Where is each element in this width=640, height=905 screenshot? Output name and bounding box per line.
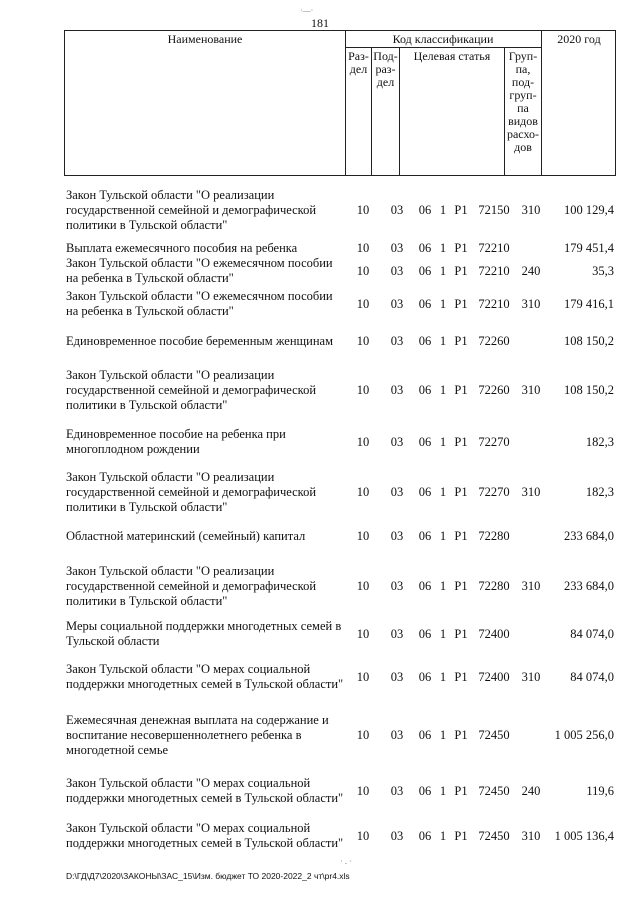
- row-code: 72210: [478, 240, 510, 255]
- row-program: 06: [418, 434, 432, 449]
- header-name: Наименование: [167, 32, 243, 46]
- row-subprogram: 1: [439, 333, 447, 348]
- row-section: 10: [356, 296, 370, 311]
- row-program: 06: [418, 828, 432, 843]
- row-program: 06: [418, 783, 432, 798]
- row-code: 72270: [478, 484, 510, 499]
- page-number: 181: [311, 16, 329, 30]
- row-program: 06: [418, 240, 432, 255]
- row-program: 06: [418, 669, 432, 684]
- row-direction: P1: [454, 669, 468, 684]
- row-program: 06: [418, 578, 432, 593]
- row-subsection: 03: [390, 727, 404, 742]
- row-subsection: 03: [390, 382, 404, 397]
- row-direction: P1: [454, 528, 468, 543]
- row-name: Закон Тульской области "О реализации государственной семейной и демографической политики в Тульской области": [66, 563, 317, 608]
- row-subsection: 03: [390, 240, 404, 255]
- row-name: Закон Тульской области "О мерах социальной поддержки многодетных семей в Тульской области": [66, 776, 344, 805]
- row-subsection: 03: [390, 296, 404, 311]
- row-subsection: 03: [390, 202, 404, 217]
- row-name: Закон Тульской области "О реализации государственной семейной и демографической политики в Тульской области": [66, 469, 317, 514]
- table-row: [64, 706, 616, 764]
- row-section: 10: [356, 727, 370, 742]
- row-subsection: 03: [390, 669, 404, 684]
- row-expense-type: 240: [521, 783, 541, 798]
- table-row: [64, 422, 616, 462]
- row-code: 72260: [478, 382, 510, 397]
- table-row: [64, 180, 616, 240]
- row-subsection: 03: [390, 783, 404, 798]
- row-code: 72260: [478, 333, 510, 348]
- row-expense-type: 310: [521, 382, 541, 397]
- row-expense-type: 310: [521, 669, 541, 684]
- row-subprogram: 1: [439, 528, 447, 543]
- row-name: Меры социальной поддержки многодетных семей в Тульской области: [66, 619, 342, 648]
- row-subprogram: 1: [439, 578, 447, 593]
- row-amount: 119,6: [586, 783, 614, 798]
- row-section: 10: [356, 578, 370, 593]
- row-name: Закон Тульской области "О ежемесячном пособии на ребенка в Тульской области": [66, 256, 333, 285]
- row-subsection: 03: [390, 263, 404, 278]
- row-direction: P1: [454, 484, 468, 499]
- row-section: 10: [356, 382, 370, 397]
- row-code: 72270: [478, 434, 510, 449]
- row-program: 06: [418, 528, 432, 543]
- row-amount: 1 005 256,0: [554, 727, 614, 742]
- row-subprogram: 1: [439, 828, 447, 843]
- row-name: Областной материнский (семейный) капитал: [66, 528, 306, 543]
- row-subprogram: 1: [439, 434, 447, 449]
- row-program: 06: [418, 333, 432, 348]
- row-subprogram: 1: [439, 296, 447, 311]
- row-subprogram: 1: [439, 626, 447, 641]
- row-section: 10: [356, 528, 370, 543]
- row-amount: 233 684,0: [564, 528, 614, 543]
- scan-mark: · ․ ·: [340, 857, 352, 866]
- row-name: Единовременное пособие беременным женщинам: [66, 333, 333, 348]
- table-row: [64, 238, 616, 258]
- scan-mark: ·––·: [300, 6, 314, 15]
- row-amount: 1 005 136,4: [554, 828, 614, 843]
- row-code: 72450: [478, 727, 510, 742]
- table-row: [64, 616, 616, 652]
- row-expense-type: 310: [521, 578, 541, 593]
- row-name: Выплата ежемесячного пособия на ребенка: [66, 240, 298, 255]
- row-section: 10: [356, 263, 370, 278]
- table-row: [64, 558, 616, 614]
- row-direction: P1: [454, 828, 468, 843]
- row-subprogram: 1: [439, 202, 447, 217]
- row-program: 06: [418, 202, 432, 217]
- table-row: [64, 326, 616, 356]
- row-subsection: 03: [390, 578, 404, 593]
- row-direction: P1: [454, 202, 468, 217]
- row-name: Закон Тульской области "О мерах социальной поддержки многодетных семей в Тульской области": [66, 662, 344, 691]
- row-name: Закон Тульской области "О мерах социальной поддержки многодетных семей в Тульской области": [66, 821, 344, 850]
- row-section: 10: [356, 434, 370, 449]
- row-amount: 179 451,4: [564, 240, 614, 255]
- row-direction: P1: [454, 263, 468, 278]
- row-section: 10: [356, 240, 370, 255]
- row-direction: P1: [454, 333, 468, 348]
- row-amount: 182,3: [585, 434, 614, 449]
- row-direction: P1: [454, 626, 468, 641]
- row-subprogram: 1: [439, 263, 447, 278]
- row-section: 10: [356, 202, 370, 217]
- row-program: 06: [418, 727, 432, 742]
- row-subprogram: 1: [439, 382, 447, 397]
- row-program: 06: [418, 263, 432, 278]
- row-section: 10: [356, 333, 370, 348]
- row-program: 06: [418, 382, 432, 397]
- row-subprogram: 1: [439, 783, 447, 798]
- row-name: Закон Тульской области "О реализации государственной семейной и демографической политики в Тульской области": [66, 187, 317, 232]
- table-row: [64, 522, 616, 550]
- row-amount: 100 129,4: [564, 202, 614, 217]
- row-direction: P1: [454, 578, 468, 593]
- row-amount: 179 416,1: [564, 296, 614, 311]
- row-direction: P1: [454, 240, 468, 255]
- row-amount: 84 074,0: [570, 669, 614, 684]
- table-row: [64, 288, 616, 320]
- row-amount: 233 684,0: [564, 578, 614, 593]
- header-expense-group: Груп- па, под- груп- па видов расхо- дов: [506, 49, 540, 154]
- row-subsection: 03: [390, 528, 404, 543]
- row-section: 10: [356, 484, 370, 499]
- table-row: [64, 256, 616, 286]
- row-code: 72150: [478, 202, 510, 217]
- row-expense-type: 310: [521, 828, 541, 843]
- row-name: Закон Тульской области "О ежемесячном пособии на ребенка в Тульской области": [66, 289, 333, 318]
- row-subprogram: 1: [439, 727, 447, 742]
- row-amount: 108 150,2: [564, 333, 614, 348]
- header-classification: Код классификации: [392, 32, 494, 46]
- row-section: 10: [356, 828, 370, 843]
- row-expense-type: 310: [521, 296, 541, 311]
- row-subsection: 03: [390, 434, 404, 449]
- row-subsection: 03: [390, 626, 404, 641]
- row-amount: 35,3: [592, 263, 614, 278]
- row-subsection: 03: [390, 484, 404, 499]
- table-row: [64, 768, 616, 814]
- row-program: 06: [418, 484, 432, 499]
- row-section: 10: [356, 669, 370, 684]
- row-name: Единовременное пособие на ребенка при многоплодном рождении: [66, 427, 286, 456]
- table-row: [64, 652, 616, 702]
- row-program: 06: [418, 296, 432, 311]
- row-code: 72400: [478, 669, 510, 684]
- row-direction: P1: [454, 783, 468, 798]
- row-name: Ежемесячная денежная выплата на содержание и воспитание несовершеннолетнего ребенка в многодетной семье: [66, 712, 329, 757]
- row-subprogram: 1: [439, 669, 447, 684]
- row-name: Закон Тульской области "О реализации государственной семейной и демографической политики в Тульской области": [66, 367, 317, 412]
- row-section: 10: [356, 783, 370, 798]
- table-row: [64, 814, 616, 858]
- row-subprogram: 1: [439, 484, 447, 499]
- row-code: 72210: [478, 263, 510, 278]
- table-row: [64, 464, 616, 520]
- row-direction: P1: [454, 727, 468, 742]
- row-expense-type: 310: [521, 202, 541, 217]
- row-expense-type: 310: [521, 484, 541, 499]
- row-code: 72450: [478, 828, 510, 843]
- row-code: 72280: [478, 578, 510, 593]
- row-direction: P1: [454, 296, 468, 311]
- row-section: 10: [356, 626, 370, 641]
- row-amount: 182,3: [585, 484, 614, 499]
- row-amount: 108 150,2: [564, 382, 614, 397]
- header-subsection: Под- раз- дел: [373, 49, 398, 89]
- file-path-footer: D:\ГД\Д7\2020\ЗАКОНЫ\ЗАС_15\Изм. бюджет ТО 2020-2022_2 чт\pr4.xls: [66, 871, 350, 881]
- header-target-article: Целевая статья: [413, 49, 491, 63]
- table-row: [64, 362, 616, 418]
- row-subsection: 03: [390, 828, 404, 843]
- row-code: 72400: [478, 626, 510, 641]
- row-code: 72450: [478, 783, 510, 798]
- row-expense-type: 240: [521, 263, 541, 278]
- table-header: [64, 30, 616, 176]
- row-code: 72280: [478, 528, 510, 543]
- row-program: 06: [418, 626, 432, 641]
- row-amount: 84 074,0: [570, 626, 614, 641]
- header-section: Раз- дел: [348, 49, 369, 76]
- row-subsection: 03: [390, 333, 404, 348]
- header-year: 2020 год: [557, 32, 601, 46]
- row-direction: P1: [454, 382, 468, 397]
- row-subprogram: 1: [439, 240, 447, 255]
- row-code: 72210: [478, 296, 510, 311]
- row-direction: P1: [454, 434, 468, 449]
